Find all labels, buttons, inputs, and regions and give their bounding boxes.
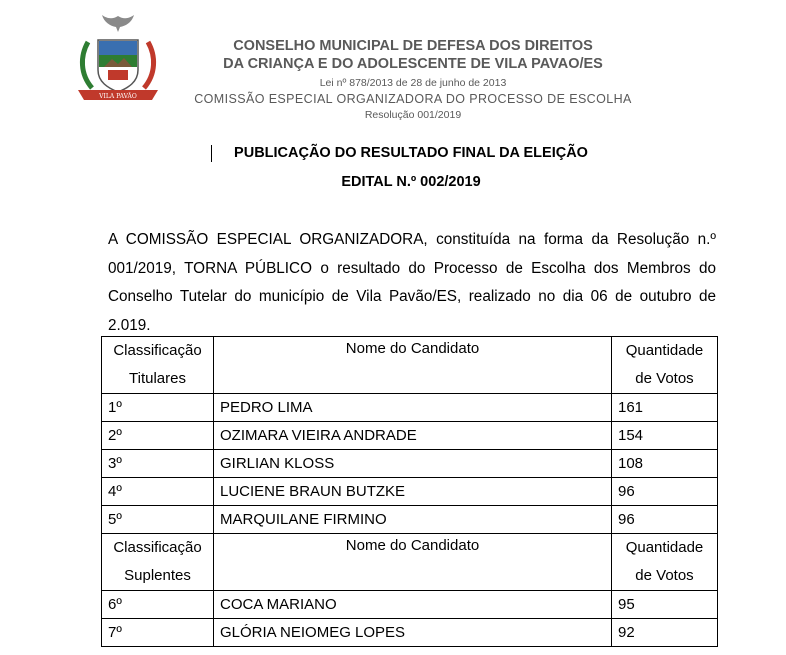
classification-header-line1: Classificação: [113, 539, 202, 556]
law-reference: Lei nº 878/2013 de 28 de junho de 2013: [319, 77, 507, 89]
municipal-crest-icon: [68, 12, 168, 104]
votes-cell: 96: [612, 506, 718, 534]
crest-ribbon-text: VILA PAVÃO: [99, 93, 137, 100]
votes-header-line1: Quantidade: [625, 342, 704, 359]
position-cell: 5º: [102, 506, 214, 534]
table-row: [102, 394, 718, 422]
votes-header-line2: de Votos: [635, 370, 694, 387]
table-row: [102, 450, 718, 478]
votes-header-line2: de Votos: [635, 567, 694, 584]
table-row: [102, 422, 718, 450]
classification-header-line2: Suplentes: [124, 567, 191, 584]
position-cell: 6º: [102, 591, 214, 619]
candidate-name-cell: COCA MARIANO: [214, 591, 612, 619]
votes-cell: 96: [612, 478, 718, 506]
position-cell: 2º: [102, 422, 214, 450]
votes-cell: 95: [612, 591, 718, 619]
classification-header: [102, 337, 214, 394]
classification-header-line1: Classificação: [113, 342, 202, 359]
votes-cell: 108: [612, 450, 718, 478]
position-cell: 3º: [102, 450, 214, 478]
candidate-name-cell: GLÓRIA NEIOMEG LOPES: [214, 619, 612, 647]
votes-header: [612, 534, 718, 591]
commission-name: COMISSÃO ESPECIAL ORGANIZADORA DO PROCESSO DE ESCOLHA: [194, 92, 632, 106]
name-header: Nome do Candidato: [214, 534, 612, 591]
position-cell: 7º: [102, 619, 214, 647]
name-header: Nome do Candidato: [214, 337, 612, 394]
resolution-reference: Resolução 001/2019: [364, 109, 462, 121]
council-title-line1: CONSELHO MUNICIPAL DE DEFESA DOS DIREITOS: [233, 38, 593, 54]
position-cell: 4º: [102, 478, 214, 506]
edital-number: EDITAL N.º 002/2019: [341, 174, 481, 190]
votes-cell: 154: [612, 422, 718, 450]
candidate-name-cell: PEDRO LIMA: [214, 394, 612, 422]
table-row: [102, 478, 718, 506]
candidate-name-cell: LUCIENE BRAUN BUTZKE: [214, 478, 612, 506]
results-table: [101, 336, 718, 647]
intro-paragraph: A COMISSÃO ESPECIAL ORGANIZADORA, constituída na forma da Resolução n.º 001/2019, TORNA PÚBLICO o resultado do Processo de Escolha dos Membros do Conselho Tutelar do município de Vila Pavão/ES, realizado no dia 06 de outubro de 2.019.: [108, 231, 716, 334]
suplentes-header-row: [102, 534, 718, 591]
votes-cell: 161: [612, 394, 718, 422]
votes-header-line1: Quantidade: [625, 539, 704, 556]
titulares-header-row: [102, 337, 718, 394]
candidate-name-cell: OZIMARA VIEIRA ANDRADE: [214, 422, 612, 450]
candidate-name-cell: GIRLIAN KLOSS: [214, 450, 612, 478]
votes-cell: 92: [612, 619, 718, 647]
classification-header-line2: Titulares: [129, 370, 186, 387]
publication-title: PUBLICAÇÃO DO RESULTADO FINAL DA ELEIÇÃO: [234, 145, 588, 161]
table-row: [102, 591, 718, 619]
council-title-line2: DA CRIANÇA E DO ADOLESCENTE DE VILA PAVAO/ES: [223, 56, 603, 72]
votes-header: [612, 337, 718, 394]
classification-header: [102, 534, 214, 591]
candidate-name-cell: MARQUILANE FIRMINO: [214, 506, 612, 534]
position-cell: 1º: [102, 394, 214, 422]
table-row: [102, 619, 718, 647]
table-row: [102, 506, 718, 534]
